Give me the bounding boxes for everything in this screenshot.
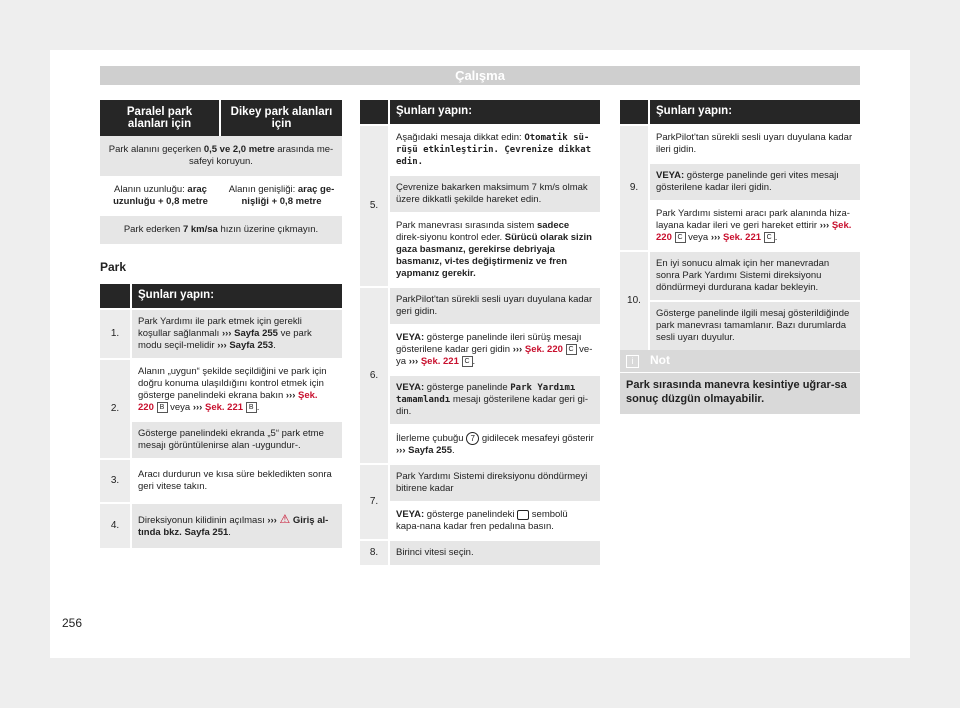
step-number: 8. xyxy=(360,539,390,565)
parking-dimensions-table xyxy=(100,100,342,244)
park-steps-header: Şunları yapın: xyxy=(138,289,215,301)
step-1-text: Park Yardımı ile park etmek için gerekli koşullar sağlanmalı ››› Sayfa 255 ve park modu seçil-melidir ››› Sayfa 253. xyxy=(132,308,342,358)
step-6d-text: İlerleme çubuğu 7 gidilecek mesafeyi gösterir ››› Sayfa 255. xyxy=(390,424,600,463)
step-number: 1. xyxy=(100,308,132,358)
width-cell: Alanın genişliği: araç ge-nişliği + 0,8 metre xyxy=(228,184,335,207)
right-column xyxy=(620,100,860,350)
right-steps-header: Şunları yapın: xyxy=(656,105,733,117)
step-8-text: Birinci vitesi seçin. xyxy=(390,539,600,565)
step-number: 9. xyxy=(620,124,650,250)
step-number: 7. xyxy=(360,463,390,539)
middle-steps-header: Şunları yapın: xyxy=(396,105,473,117)
step-number: 3. xyxy=(100,458,132,502)
step-2-subtext: Gösterge panelindeki ekranda „5“ park etme mesajı görüntülenirse alan -uygundur-. xyxy=(132,420,342,458)
left-column xyxy=(100,100,342,548)
step-9b-text: VEYA: gösterge panelinde geri vites mesajı gösterilene kadar ileri gidin. xyxy=(650,162,860,200)
note-header xyxy=(620,350,860,373)
note-text: Park sırasında manevra kesintiye uğrar-sa sonuç düzgün olmayabilir. xyxy=(626,379,847,405)
step-number: 6. xyxy=(360,286,390,463)
col-perpendicular: Dikey park alanları için xyxy=(230,106,333,130)
step-2-text: Alanın „uygun“ şekilde seçildiğini ve park için doğru konuma ulaşıldığını kontrol etmek için gösterge panelindeki ekrana bakın ››› Şek. 220 B veya ››› Şek. 221 B . xyxy=(132,358,342,420)
park-section-title: Park xyxy=(100,260,127,274)
step-9c-text: Park Yardımı sistemi aracı park alanında hiza-layana kadar ileri ve geri hareket ettirir ››› Şek. 220 C veya ››› Şek. 221 C . xyxy=(650,200,860,250)
middle-column xyxy=(360,100,600,565)
step-9a-text: ParkPilot'tan sürekli sesli uyarı duyulana kadar ileri gidin. xyxy=(650,124,860,162)
note-label: Not xyxy=(650,353,670,367)
step-6b-text: VEYA: gösterge panelinde ileri sürüş mesajı gösterilene kadar geri gidin ››› Şek. 220 C ve-ya ››› Şek. 221 C . xyxy=(390,324,600,374)
note-box xyxy=(620,350,860,414)
park-steps-table xyxy=(100,284,342,548)
park-assist-icon xyxy=(517,510,529,520)
step-5c-text: Park manevrası sırasında sistem sadece direk-siyonu kontrol eder. Sürücü olarak sizin gaza basmanız, gerekirse debriyaja basmanız, vi-tes değiştirmeniz ve fren yapmanız gerekir. xyxy=(390,212,600,286)
step-3-text: Aracı durdurun ve kısa süre bekledikten sonra geri vitese takın. xyxy=(132,458,342,502)
speed-row: Park ederken 7 km/sa hızın üzerine çıkmayın. xyxy=(123,224,319,235)
page-number: 256 xyxy=(62,616,83,630)
step-number: 4. xyxy=(100,502,132,548)
middle-steps-table xyxy=(360,100,600,565)
progress-bar-callout: 7 xyxy=(466,432,479,445)
chapter-header: Çalışma xyxy=(100,66,860,85)
step-number: 2. xyxy=(100,358,132,458)
step-7a-text: Park Yardımı Sistemi direksiyonu döndürmeyi bitirene kadar xyxy=(390,463,600,501)
distance-row: Park alanını geçerken 0,5 ve 2,0 metre arasında me-safeyi koruyun. xyxy=(108,144,334,167)
step-6a-text: ParkPilot'tan sürekli sesli uyarı duyulana kadar geri gidin. xyxy=(390,286,600,324)
info-icon: i xyxy=(626,355,639,368)
step-7b-text: VEYA: gösterge panelindeki sembolü kapa-nana kadar fren pedalına basın. xyxy=(390,501,600,539)
step-10b-text: Gösterge panelinde ilgili mesaj gösterildiğinde park manevrası tamamlanır. Bazı durumlarda sesli uyarı duyulur. xyxy=(650,300,860,350)
step-5a-text: Aşağıdaki mesaja dikkat edin: Otomatik sü-rüşü etkinleştirin. Çevrenize dikkat edin. xyxy=(390,124,600,174)
warning-icon: ⚠ xyxy=(279,512,291,527)
length-cell: Alanın uzunluğu: araç uzunluğu + 0,8 metre xyxy=(113,184,208,207)
col-parallel: Paralel park alanları için xyxy=(100,100,221,136)
right-steps-table xyxy=(620,100,860,350)
step-4-text: Direksiyonun kilidinin açılması ››› ⚠ Giriş al-tında bkz. Sayfa 251. xyxy=(132,502,342,548)
step-6c-text: VEYA: gösterge panelinde Park Yardımı tamamlandı mesajı gösterilene kadar geri gi-din. xyxy=(390,374,600,424)
step-5b-text: Çevrenize bakarken maksimum 7 km/s olmak üzere dikkatli şekilde hareket edin. xyxy=(390,174,600,212)
step-number: 10. xyxy=(620,250,650,350)
step-10a-text: En iyi sonucu almak için her manevradan sonra Park Yardımı Sistemi direksiyonu döndürmeyi durdurana kadar bekleyin. xyxy=(650,250,860,300)
step-number: 5. xyxy=(360,124,390,286)
